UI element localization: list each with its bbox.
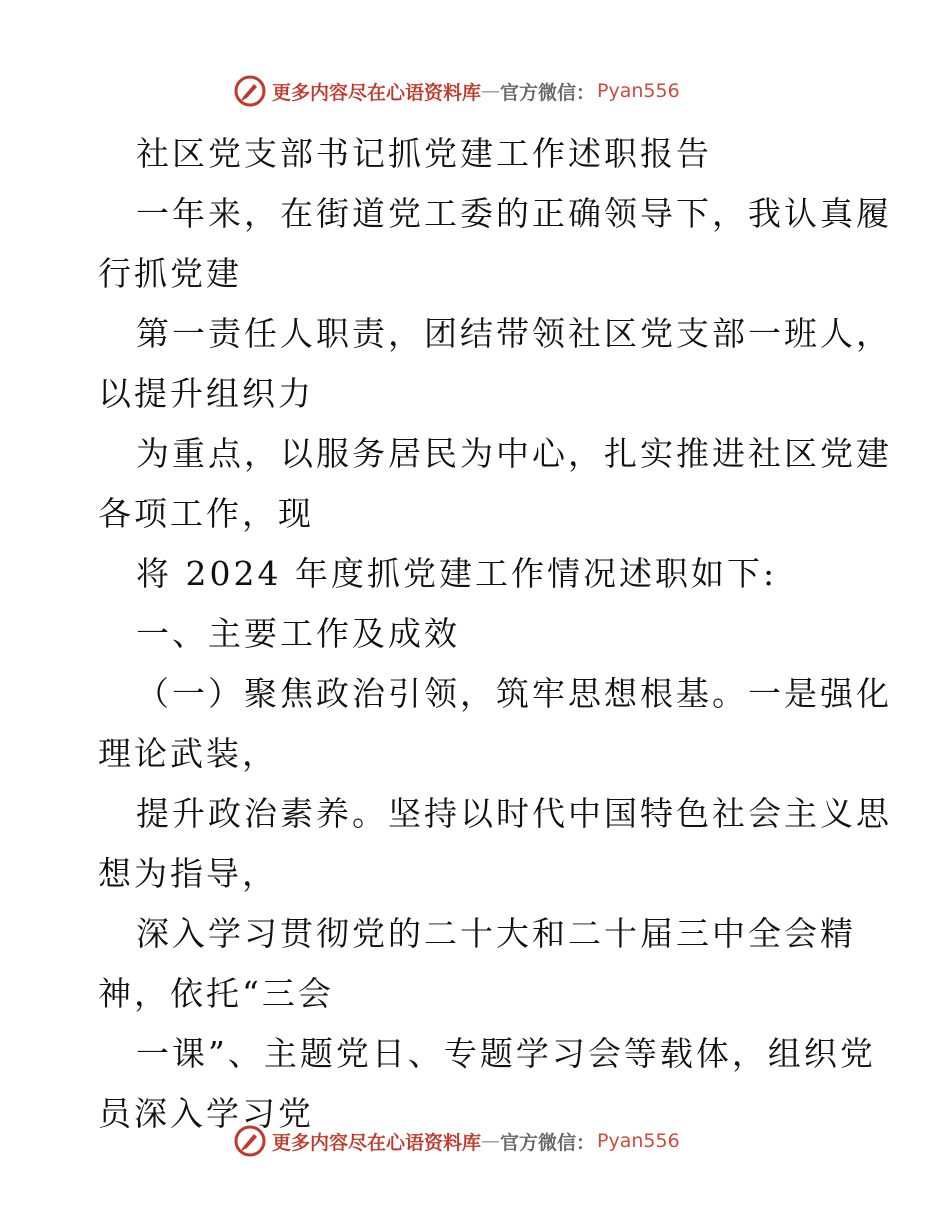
watermark-official-label: 官方微信： xyxy=(500,1131,596,1154)
quill-logo-icon xyxy=(234,75,266,107)
document-body xyxy=(98,124,892,1144)
watermark-dash: — xyxy=(481,80,501,102)
text-line: 一、主要工作及成效 xyxy=(136,614,460,653)
text-line: 行抓党建 xyxy=(98,254,242,293)
text-line: 各项工作，现 xyxy=(98,494,314,533)
watermark-dash: — xyxy=(481,1130,501,1152)
document-title-line: 社区党支部书记抓党建工作述职报告 xyxy=(136,134,712,173)
text-line: 想为指导， xyxy=(98,854,278,893)
watermark-official-label: 官方微信： xyxy=(500,81,596,104)
watermark-wechat-id: Pyan556 xyxy=(597,80,680,102)
text-line: 为重点，以服务居民为中心，扎实推进社区党建 xyxy=(136,434,892,473)
text-line: 理论武装， xyxy=(98,734,278,773)
watermark-footer xyxy=(234,1124,680,1158)
watermark-brand: 更多内容尽在心语资料库 xyxy=(272,1131,482,1154)
text-line: 第一责任人职责，团结带领社区党支部一班人， xyxy=(136,314,892,353)
text-line: 神，依托“三会 xyxy=(98,974,334,1013)
watermark-header xyxy=(234,74,680,108)
watermark-wechat-id: Pyan556 xyxy=(597,1130,680,1152)
text-line: 员深入学习党 xyxy=(98,1094,314,1133)
text-line: 将 2024 年度抓党建工作情况述职如下: xyxy=(136,554,778,593)
text-line: 一年来，在街道党工委的正确领导下，我认真履 xyxy=(136,194,892,233)
text-line: 深入学习贯彻党的二十大和二十届三中全会精 xyxy=(136,914,856,953)
quill-logo-icon xyxy=(234,1125,266,1157)
text-line: （一）聚焦政治引领，筑牢思想根基。一是强化 xyxy=(136,674,892,713)
watermark-brand: 更多内容尽在心语资料库 xyxy=(272,81,482,104)
text-line: 提升政治素养。坚持以时代中国特色社会主义思 xyxy=(136,794,892,833)
text-line: 一课”、主题党日、专题学习会等载体，组织党 xyxy=(136,1034,876,1073)
text-line: 以提升组织力 xyxy=(98,374,314,413)
